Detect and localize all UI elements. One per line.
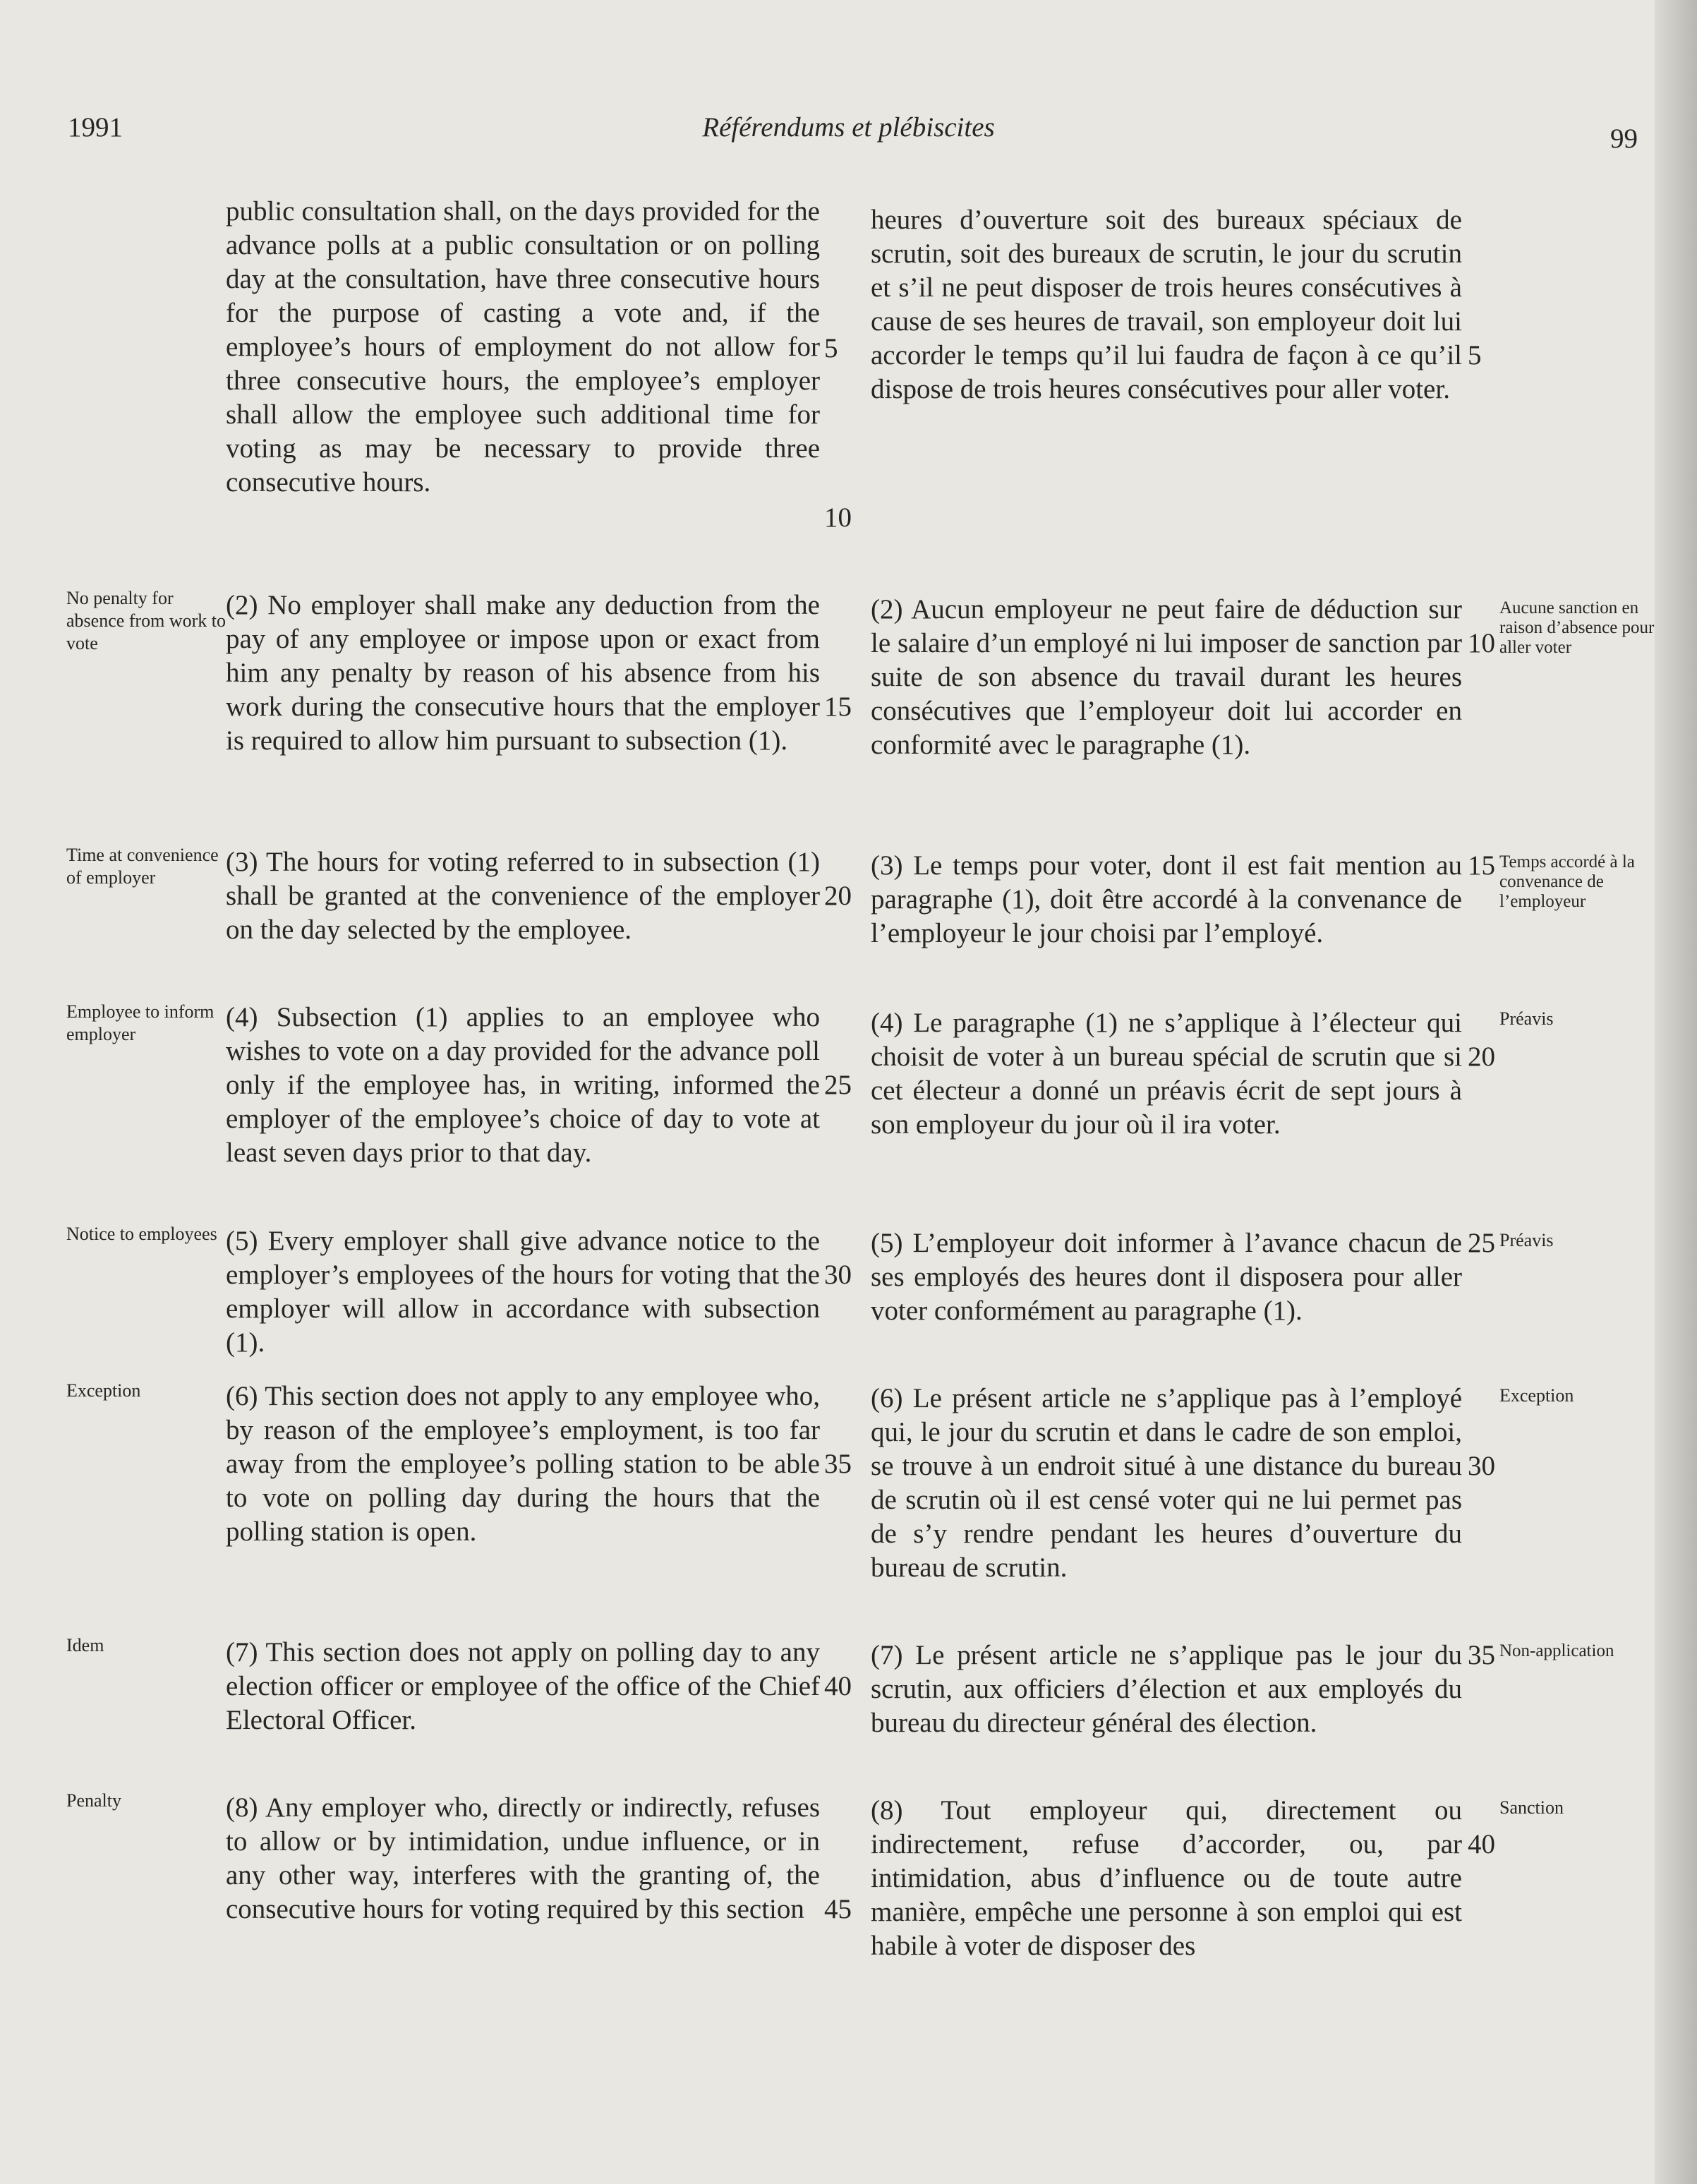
english-subsection-5: (5) Every employer shall give advance notice to the employer’s employees of the hours for voting that the employer will allow in accordance with subsection (1). bbox=[226, 1226, 820, 1358]
line-number: 25 bbox=[824, 1070, 852, 1100]
line-number: 5 bbox=[1468, 340, 1482, 370]
english-subsection-2: (2) No employer shall make any deduction from the pay of any employee or impose upon or exact from him any penalty by reason of his absence from his work during the consecutive hours that the employer is required to allow him pursuant to subsection (1). bbox=[226, 590, 820, 756]
margin-note-fr-non-application: Non-application bbox=[1499, 1641, 1614, 1660]
margin-note-fr-temps-accorde: Temps accordé à la convenance de l’employeur bbox=[1499, 852, 1635, 911]
french-subsection-8: (8) Tout employeur qui, directement ou indirectement, refuse d’accorder, ou, par intimidation, abus d’influence ou de toute autre manière, empêche une personne à son emploi qui est habile à voter de disposer des bbox=[871, 1795, 1462, 1961]
margin-note-en-no-penalty: No penalty for absence from work to vote bbox=[66, 588, 226, 653]
french-paragraph-1-continued: heures d’ouverture soit des bureaux spéciaux de scrutin, soit des bureaux de scrutin, le jour du scrutin et s’il ne peut disposer de trois heures consécutives à cause de ses heures de travail, son employeur doit lui accorder le temps qu’il lui faudra de façon à ce qu’il dispose de trois heures consécutives pour aller voter. bbox=[871, 205, 1462, 404]
french-subsection-7: (7) Le présent article ne s’applique pas le jour du scrutin, aux officiers d’élection et aux employés du bureau du directeur général des élection. bbox=[871, 1640, 1462, 1738]
margin-note-fr-preavis: Préavis bbox=[1499, 1008, 1554, 1029]
margin-note-fr-sanction: Sanction bbox=[1499, 1797, 1564, 1818]
line-number: 5 bbox=[824, 333, 838, 363]
french-subsection-3: (3) Le temps pour voter, dont il est fait mention au paragraphe (1), doit être accordé à la convenance de l’employeur le jour choisi par l’employé. bbox=[871, 850, 1462, 948]
line-number: 35 bbox=[824, 1449, 852, 1479]
french-subsection-4: (4) Le paragraphe (1) ne s’applique à l’électeur qui choisit de voter à un bureau spécial de scrutin que si cet électeur a donné un préavis écrit de sept jours à son employeur du jour où il ira voter. bbox=[871, 1008, 1462, 1140]
running-header-year: 1991 bbox=[68, 112, 123, 143]
line-number: 20 bbox=[824, 881, 852, 911]
line-number: 30 bbox=[1468, 1451, 1495, 1481]
line-number: 25 bbox=[1468, 1228, 1495, 1258]
line-number: 35 bbox=[1468, 1640, 1495, 1670]
english-paragraph-1-continued: public consultation shall, on the days provided for the advance polls at a public consultation or on polling day at the consultation, have three consecutive hours for the purpose of casting a vote and, if the employee’s hours of employment do not allow for three consecutive hours, the employee’s employer shall allow the employee such additional time for voting as may be necessary to provide three consecutive hours. bbox=[226, 196, 820, 497]
margin-note-fr-aucune-sanction: Aucune sanction en raison d’absence pour aller voter bbox=[1499, 598, 1655, 657]
margin-note-en-notice: Notice to employees bbox=[66, 1224, 217, 1244]
margin-note-en-exception: Exception bbox=[66, 1380, 141, 1401]
french-subsection-2: (2) Aucun employeur ne peut faire de déduction sur le salaire d’un employé ni lui imposer de sanction par suite de son absence du travail durant les heures consécutives que l’employeur doit lui accorder en conformité avec le paragraphe (1). bbox=[871, 594, 1462, 760]
line-number: 10 bbox=[824, 502, 852, 533]
margin-note-en-penalty: Penalty bbox=[66, 1790, 121, 1811]
line-number: 40 bbox=[1468, 1829, 1495, 1859]
french-subsection-6: (6) Le présent article ne s’applique pas à l’employé qui, le jour du scrutin et dans le cadre de son emploi, se trouve à un endroit situé à une distance du bureau de scrutin où il est censé voter qui ne lui permet pas de s’y rendre pendant les heures d’ouverture du bureau de scrutin. bbox=[871, 1383, 1462, 1583]
margin-note-en-idem: Idem bbox=[66, 1635, 104, 1655]
line-number: 10 bbox=[1468, 628, 1495, 658]
line-number: 15 bbox=[1468, 850, 1495, 881]
line-number: 45 bbox=[824, 1894, 852, 1924]
margin-note-fr-preavis-employes: Préavis bbox=[1499, 1230, 1554, 1250]
english-subsection-6: (6) This section does not apply to any employee who, by reason of the employee’s employment, is too far away from the employee’s polling station to be able to vote on polling day during the hours that the polling station is open. bbox=[226, 1381, 820, 1547]
english-subsection-3: (3) The hours for voting referred to in subsection (1) shall be granted at the convenience of the employer on the day selected by the employee. bbox=[226, 847, 820, 945]
page-edge-shadow bbox=[1655, 0, 1697, 2184]
line-number: 15 bbox=[824, 692, 852, 722]
margin-note-fr-exception: Exception bbox=[1499, 1385, 1574, 1406]
margin-note-en-time-convenience: Time at convenience of employer bbox=[66, 845, 219, 888]
running-header-title: Référendums et plébiscites bbox=[702, 112, 995, 143]
english-subsection-8: (8) Any employer who, directly or indirectly, refuses to allow or by intimidation, undue influence, or in any other way, interferes with the granting of, the consecutive hours for voting required by this section bbox=[226, 1792, 820, 1924]
line-number: 40 bbox=[824, 1671, 852, 1701]
line-number: 30 bbox=[824, 1260, 852, 1290]
english-subsection-7: (7) This section does not apply on polling day to any election officer or employee of the office of the Chief Electoral Officer. bbox=[226, 1637, 820, 1735]
margin-note-en-employee-inform: Employee to inform employer bbox=[66, 1001, 215, 1044]
line-number: 20 bbox=[1468, 1042, 1495, 1072]
french-subsection-5: (5) L’employeur doit informer à l’avance chacun de ses employés des heures dont il disposera pour aller voter conformément au paragraphe (1). bbox=[871, 1228, 1462, 1326]
page-number: 99 bbox=[1610, 123, 1638, 154]
english-subsection-4: (4) Subsection (1) applies to an employee who wishes to vote on a day provided for the advance poll only if the employee has, in writing, informed the employer of the employee’s choice of day to vote at least seven days prior to that day. bbox=[226, 1002, 820, 1168]
